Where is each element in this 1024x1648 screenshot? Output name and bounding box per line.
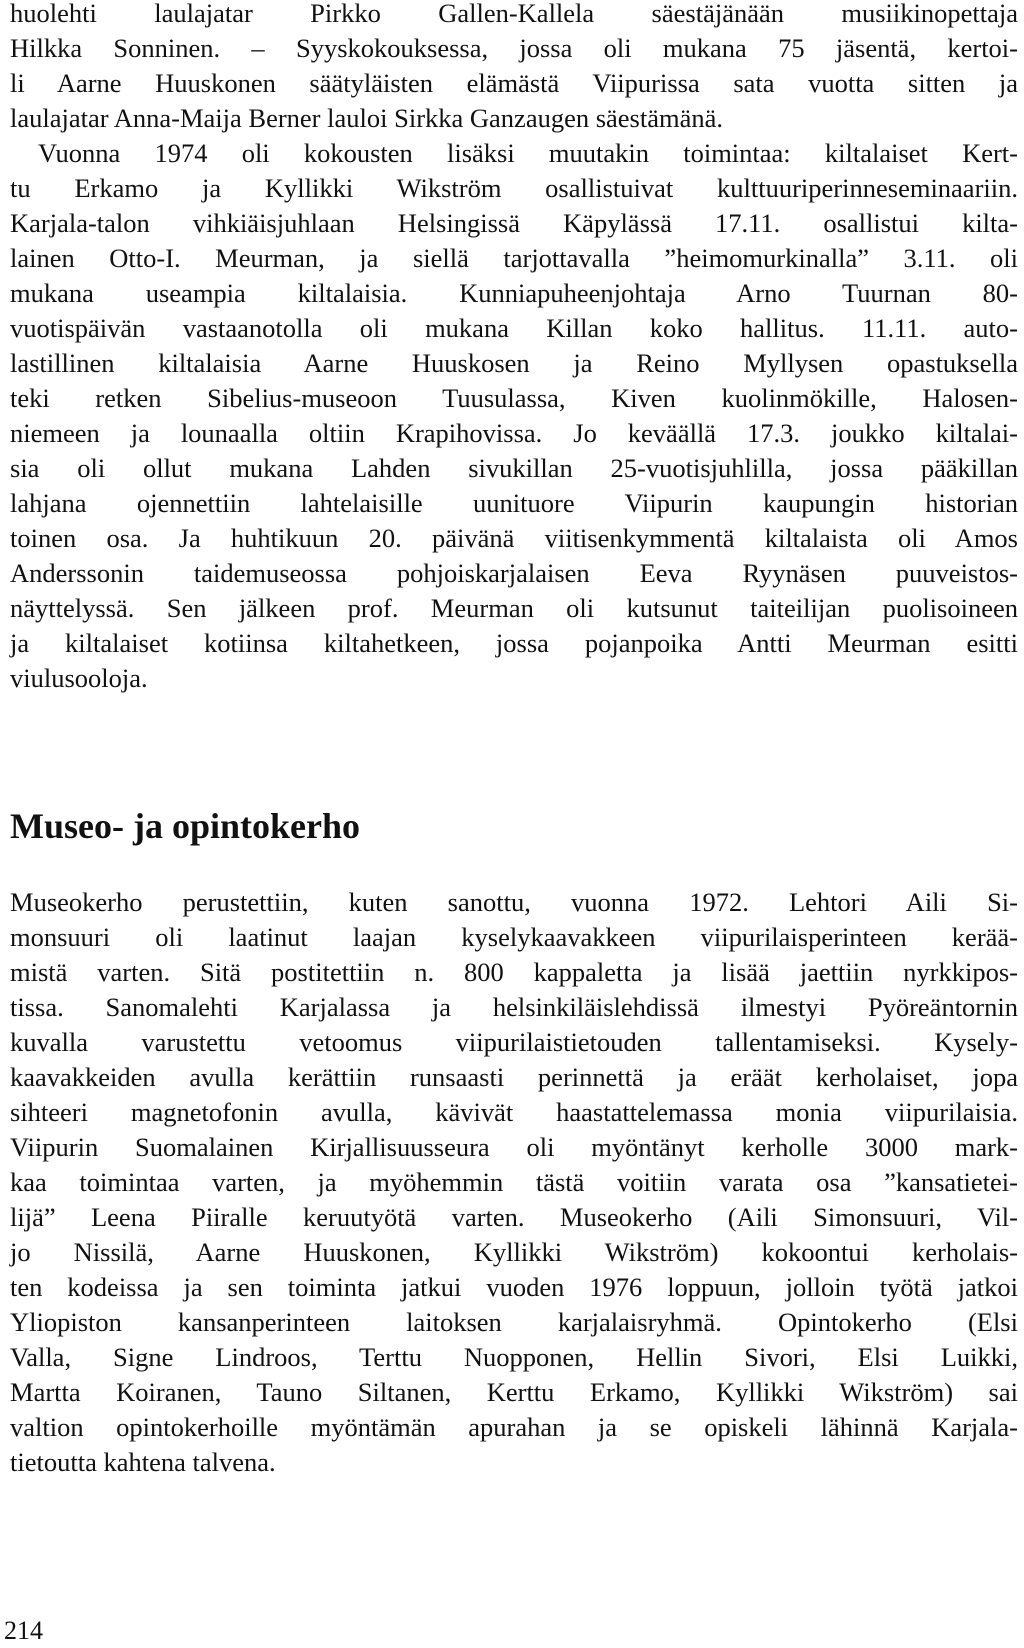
text-line: li Aarne Huuskonen säätyläisten elämästä Viipurissa sata vuotta sitten ja — [10, 68, 1018, 98]
text-line: Museokerho perustettiin, kuten sanottu, vuonna 1972. Lehtori Aili Si- — [10, 887, 1018, 917]
text-line: Martta Koiranen, Tauno Siltanen, Kerttu Erkamo, Kyllikki Wikström) sai — [10, 1377, 1018, 1407]
intro-paragraph — [10, 0, 1018, 696]
text-line: kaa toimintaa varten, ja myöhemmin tästä voitiin varata osa ”kansatietei- — [10, 1167, 1018, 1197]
text-line: monsuuri oli laatinut laajan kyselykaavakkeen viipurilaisperinteen kerää- — [10, 922, 1018, 952]
text-line: kuvalla varustettu vetoomus viipurilaistietouden tallentamiseksi. Kysely- — [10, 1027, 1018, 1057]
text-line: Yliopiston kansanperinteen laitoksen karjalaisryhmä. Opintokerho (Elsi — [10, 1307, 1018, 1337]
text-line: sihteeri magnetofonin avulla, kävivät haastattelemassa monia viipurilaisia. — [10, 1097, 1018, 1127]
text-line: näyttelyssä. Sen jälkeen prof. Meurman oli kutsunut taiteilijan puolisoineen — [10, 593, 1018, 623]
text-line: Vuonna 1974 oli kokousten lisäksi muutakin toimintaa: kiltalaiset Kert- — [38, 138, 1018, 168]
text-line: lainen Otto-I. Meurman, ja siellä tarjottavalla ”heimomurkinalla” 3.11. oli — [10, 243, 1018, 273]
text-line: jo Nissilä, Aarne Huuskonen, Kyllikki Wikström) kokoontui kerholais- — [10, 1237, 1018, 1267]
text-line: Valla, Signe Lindroos, Terttu Nuopponen, Hellin Sivori, Elsi Luikki, — [10, 1342, 1018, 1372]
text-line: vuotispäivän vastaanotolla oli mukana Killan koko hallitus. 11.11. auto- — [10, 313, 1018, 343]
text-line: huolehti laulajatar Pirkko Gallen-Kallela säestäjänään musiikinopettaja — [10, 0, 1018, 28]
text-line: teki retken Sibelius-museoon Tuusulassa, Kiven kuolinmökille, Halosen- — [10, 383, 1018, 413]
text-line: kaavakkeiden avulla kerättiin runsaasti perinnettä ja eräät kerholaiset, jopa — [10, 1062, 1018, 1092]
text-line: tu Erkamo ja Kyllikki Wikström osallistuivat kulttuuriperinneseminaariin. — [10, 173, 1018, 203]
text-line: tietoutta kahtena talvena. — [10, 1447, 276, 1477]
text-line: lijä” Leena Piiralle keruutyötä varten. Museokerho (Aili Simonsuuri, Vil- — [10, 1202, 1018, 1232]
section-heading: Museo- ja opintokerho — [10, 806, 360, 846]
text-line: Karjala-talon vihkiäisjuhlaan Helsingissä Käpylässä 17.11. osallistui kilta- — [10, 208, 1018, 238]
text-line: lastillinen kiltalaisia Aarne Huuskosen ja Reino Myllysen opastuksella — [10, 348, 1018, 378]
text-line: viulusooloja. — [10, 663, 148, 693]
text-line: ten kodeissa ja sen toiminta jatkui vuoden 1976 loppuun, jolloin työtä jatkoi — [10, 1272, 1018, 1302]
text-line: mukana useampia kiltalaisia. Kunniapuheenjohtaja Arno Tuurnan 80- — [10, 278, 1018, 308]
text-line: lahjana ojennettiin lahtelaisille uunituore Viipurin kaupungin historian — [10, 488, 1018, 518]
text-line: Hilkka Sonninen. – Syyskokouksessa, jossa oli mukana 75 jäsentä, kertoi- — [10, 33, 1018, 63]
text-line: Viipurin Suomalainen Kirjallisuusseura oli myöntänyt kerholle 3000 mark- — [10, 1132, 1018, 1162]
text-line: Anderssonin taidemuseossa pohjoiskarjalaisen Eeva Ryynäsen puuveistos- — [10, 558, 1018, 588]
text-line: toinen osa. Ja huhtikuun 20. päivänä viitisenkymmentä kiltalaista oli Amos — [10, 523, 1018, 553]
text-line: tissa. Sanomalehti Karjalassa ja helsinkiläislehdissä ilmestyi Pyöreäntornin — [10, 992, 1018, 1022]
text-line: sia oli ollut mukana Lahden sivukillan 25-vuotisjuhlilla, jossa pääkillan — [10, 453, 1018, 483]
page-number: 214 — [4, 1616, 43, 1645]
text-line: valtion opintokerhoille myöntämän apurahan ja se opiskeli lähinnä Karjala- — [10, 1412, 1018, 1442]
museo-paragraph — [10, 885, 1018, 1480]
text-line: mistä varten. Sitä postitettiin n. 800 kappaletta ja lisää jaettiin nyrkkipos- — [10, 957, 1018, 987]
text-line: niemeen ja lounaalla oltiin Krapihovissa. Jo keväällä 17.3. joukko kiltalai- — [10, 418, 1018, 448]
text-line: laulajatar Anna-Maija Berner lauloi Sirkka Ganzaugen säestämänä. — [10, 103, 724, 133]
text-line: ja kiltalaiset kotiinsa kiltahetkeen, jossa pojanpoika Antti Meurman esitti — [10, 628, 1018, 658]
